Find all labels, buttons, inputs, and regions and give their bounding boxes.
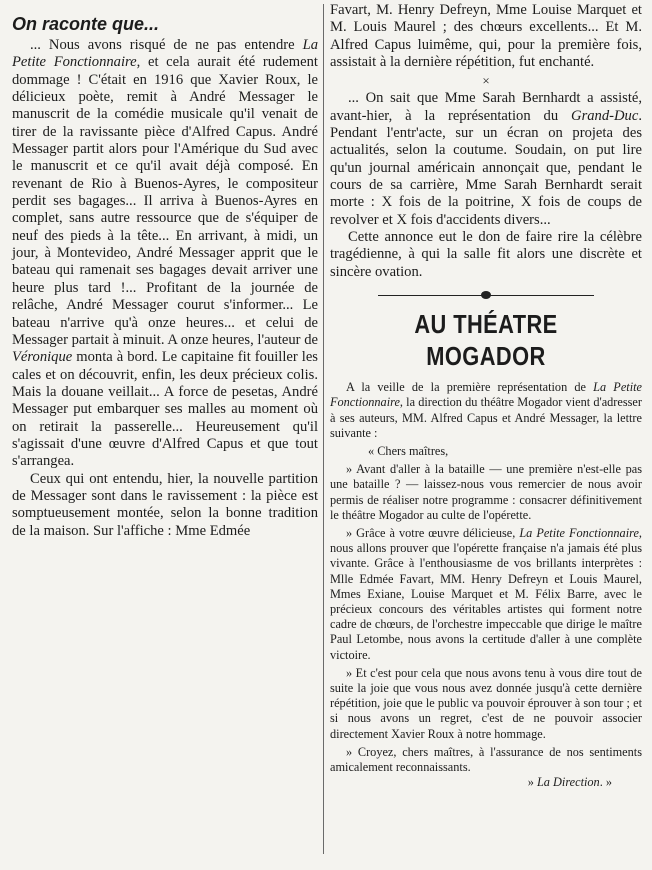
text-run: » Grâce à votre œuvre délicieuse, (346, 525, 520, 540)
italic-title: Grand-Duc (571, 107, 639, 124)
text-run: , la direction du théâtre Mogador vient d'adresser à ses auteurs, MM. Alfred Capus et André Messager, la lettre suivante : (330, 395, 642, 440)
letter-paragraph (330, 526, 642, 663)
italic-title: La Petite Fonctionnaire (519, 525, 639, 540)
text-run: . Pendant l'entr'acte, sur un écran on projeta des actualités, selon la coutume. Soudain, on put lire qu'un journal américain annonçait que, pendant le cours de sa carrière, Mme Sarah Bernhardt serait morte : X fois de la poitrine, X fois de coups de revolver et X fois d'accidents divers... (330, 107, 642, 228)
article-banner-title: AU THÉATRE MOGADOR (414, 309, 558, 372)
italic-title: La Petite Fonctionnaire (12, 37, 318, 71)
letter-signature (330, 775, 642, 790)
ornamental-rule (330, 290, 642, 300)
letter-paragraph (330, 666, 642, 742)
paragraph (330, 229, 642, 281)
letter-paragraph (330, 745, 642, 775)
letter-paragraph (330, 462, 642, 523)
left-column (12, 14, 318, 540)
text-run: Cette annonce eut le don de faire rire la célèbre tragédienne, à qui la salle fit alors une discrète et sincère ovation. (330, 229, 642, 280)
italic-title: Véronique (12, 349, 73, 366)
text-run: » Avant d'aller à la bataille — une première n'est-elle pas une bataille ? — laissez-nous vous remercier de nous avoir permis de réaliser notre programme : consacrer définitivement le théâtre Mogador au culte de l'opérette. (330, 462, 642, 522)
paragraph (12, 37, 318, 471)
paragraph (12, 471, 318, 540)
text-run: monta à bord. Le capitaine fit fouiller les cales et on découvrit, enfin, les deux précieux colis. Mais la douane veillait... A force de pesetas, André Messager put embarquer ses malles au moment où on retirait la passerelle... Heureusement qu'il s'agissait d'une œuvre d'Alfred Capus et que tout s'arrangea. (12, 349, 318, 470)
ornament-dot (481, 291, 491, 299)
column-divider (323, 4, 324, 854)
letter-salutation (330, 444, 642, 459)
italic-title: La Petite Fonctionnaire (330, 380, 642, 410)
article-paragraph (330, 380, 642, 441)
text-run: » Croyez, chers maîtres, à l'assurance de nos sentiments amicalement reconnaissants. (330, 744, 642, 775)
text-run: ... On sait que Mme Sarah Bernhardt a assisté, avant-hier, à la représentation du (330, 90, 642, 124)
column-heading: On raconte que... (12, 14, 160, 34)
signature-suffix: . » (599, 775, 612, 790)
text-run: , et cela aurait été rudement dommage ! C'était en 1916 que Xavier Roux, le délicieux poète, remit à André Messager le manuscrit de la comédie musicale qu'il venait de tirer de la ravissante pièce d'Alfred Capus. André Messager partit alors pour l'Amérique du Sud avec le manuscrit et ce qu'il avait déjà composé. En revenant de Rio à Buenos-Ayres, le compositeur perdit ses bagages... Il arriva à Buenos-Ayres en complet, sans autre ressource que de s'équiper de neuf des pieds à la tête... En arrivant, à midi, un jour, à Montevideo, André Messager apprit que le bateau qui ramenait ses bagages devait arriver une heure plus tard !... Profitant de la journée de relâche, André Messager courut s'informer... Le bateau n'arrive qu'à onze heures... et celui de Messager partait à minuit. A onze heures, l'auteur de (12, 54, 318, 348)
text-run: » Et c'est pour cela que nous avons tenu à vous dire tout de suite la joie que vous nous avez donnée jusqu'à cette dernière répétition, joie que le public va pouvoir éprouver à son tour ; et si nous avons un regret, c'est de ne pouvoir associer directement Xavier Roux à notre hommage. (330, 665, 642, 741)
signature-name: La Direction (536, 775, 600, 790)
paragraph (330, 90, 642, 229)
separator-mark: × (482, 73, 490, 89)
text-run: ... Nous avons risqué de ne pas entendre (30, 37, 303, 53)
text-run: Ceux qui ont entendu, hier, la nouvelle partition de Messager sont dans le ravissement : la pièce est somptueusement montée, selon la bonne tradition de la maison. Sur l'affiche : Mme Edmée (12, 470, 318, 539)
article-body (330, 380, 642, 790)
text-run: , nous allons prouver que l'opérette française n'a jamais été plus vivante. Grâce à l'enthousiasme de vos brillants interprètes : Mlle Edmée Favart, MM. Henry Defreyn et Louis Maurel, Mmes Exiane, Louise Marquet et M. Félix Barre, avec le précieux concours des véritables artistes qui forment notre cadre de chœurs, de l'orchestre impeccable que dirige le maître Paul Letombe, nous avons la certitude d'aller à une complète victoire. (330, 525, 642, 662)
paragraph-continuation (330, 2, 642, 71)
signature-prefix: » (527, 775, 537, 790)
text-run: Favart, M. Henry Defreyn, Mme Louise Marquet et M. Louis Maurel ; des chœurs excellents... Et M. Alfred Capus luimême, qui, pour la première fois, assistait à la dernière répétition, fut enchanté. (330, 2, 642, 71)
text-run: A la veille de la première représentation de (346, 380, 594, 395)
right-column (330, 2, 642, 790)
text-run: « Chers maîtres, (368, 443, 449, 458)
